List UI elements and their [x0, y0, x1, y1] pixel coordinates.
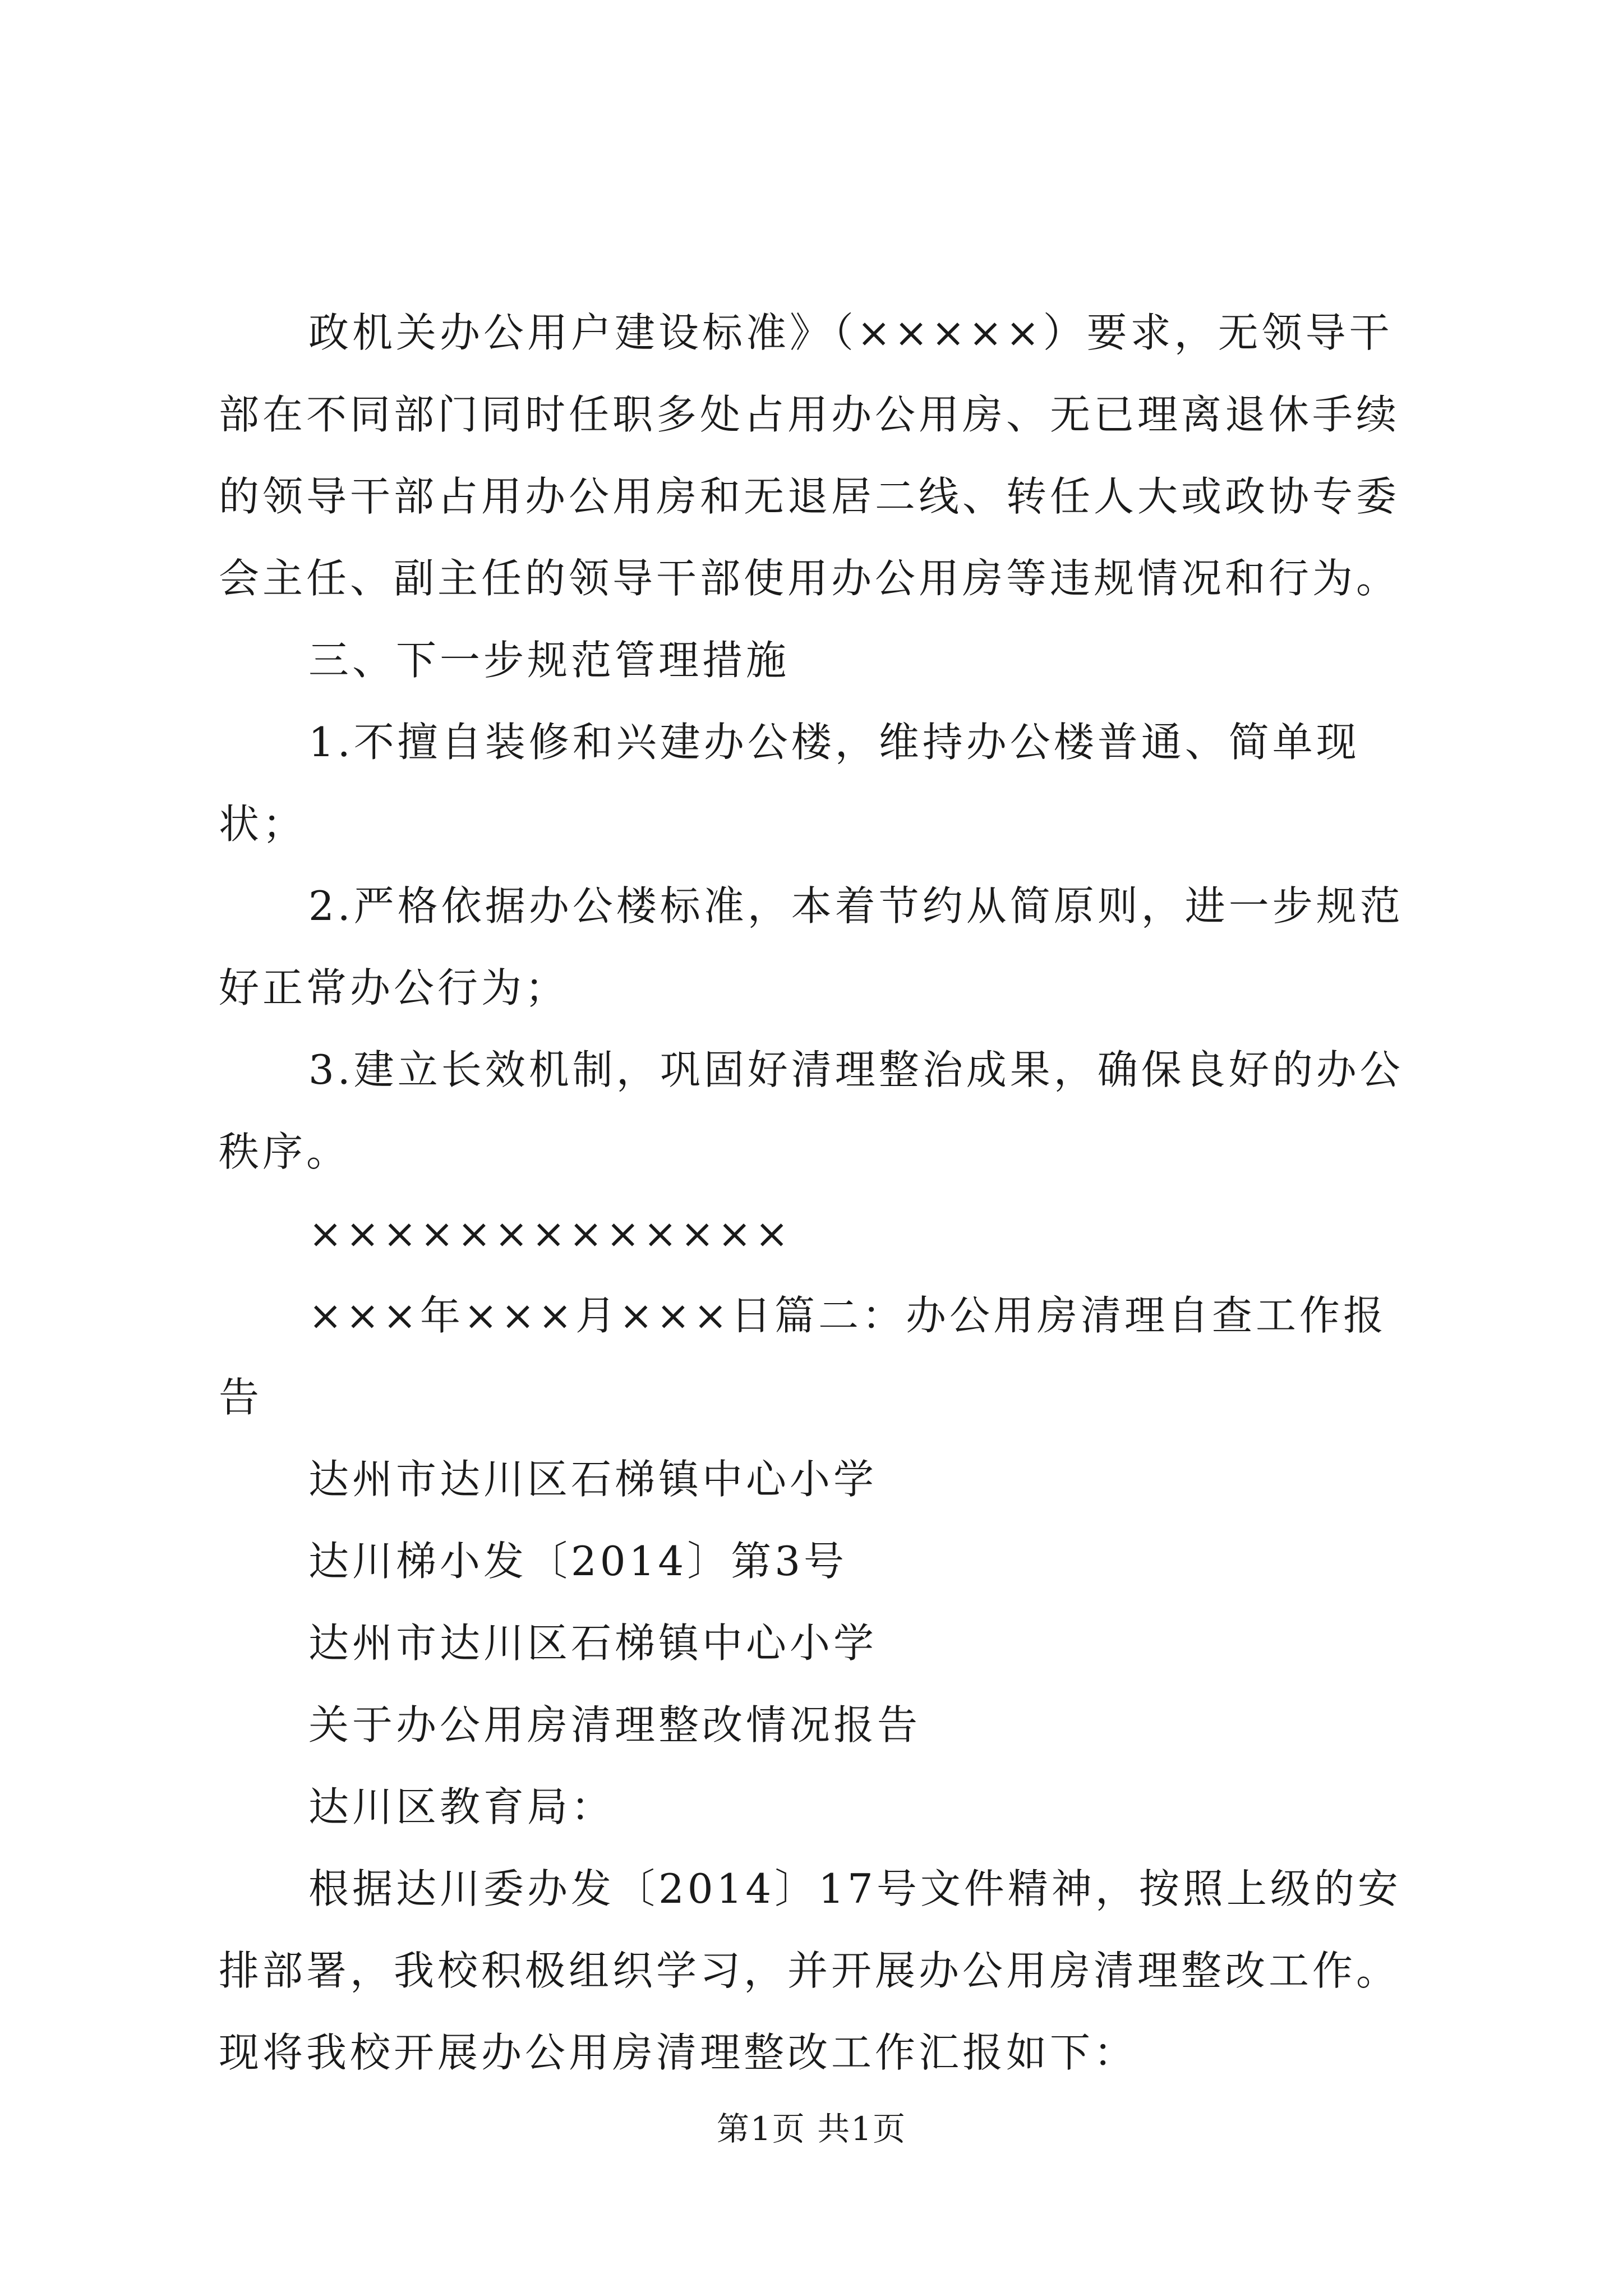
- document-body: [219, 292, 1430, 2093]
- school-name-repeat: 达州市达川区石梯镇中心小学: [308, 1619, 878, 1667]
- report-title: 关于办公用房清理整改情况报告: [308, 1701, 921, 1749]
- report-intro-paragraph: 根据达川委办发〔2014〕17号文件精神，按照上级的安排部署，我校积极组织学习，并开展办公用房清理整改工作。现将我校开展办公用房清理整改工作汇报如下：: [219, 1865, 1401, 2076]
- date-and-part-two-title: ×××年×××月×××日篇二：办公用房清理自查工作报告: [219, 1292, 1387, 1421]
- addressee: 达川区教育局：: [308, 1783, 615, 1830]
- signature-placeholder: ×××××××××××××: [308, 1210, 792, 1257]
- section-heading-next-steps: 三、下一步规范管理措施: [308, 637, 790, 684]
- issuing-school-name: 达州市达川区石梯镇中心小学: [308, 1456, 878, 1503]
- measure-item-2: 2.严格依据办公楼标准，本着节约从简原则，进一步规范好正常办公行为；: [219, 882, 1404, 1011]
- measure-item-3: 3.建立长效机制，巩固好清理整治成果，确保良好的办公秩序。: [219, 1046, 1404, 1175]
- page-footer: 第1页 共1页: [716, 2110, 907, 2148]
- paragraph-office-standard-violations: 政机关办公用户建设标准》（×××××）要求，无领导干部在不同部门同时任职多处占用办公用房、无已理离退休手续的领导干部占用办公用房和无退居二线、转任人大或政协专委会主任、副主任的领导干部使用办公用房等违规情况和行为。: [219, 309, 1400, 602]
- measure-item-1: 1.不擅自装修和兴建办公楼，维持办公楼普通、简单现状；: [219, 719, 1360, 848]
- document-number: 达川梯小发〔2014〕第3号: [308, 1538, 848, 1585]
